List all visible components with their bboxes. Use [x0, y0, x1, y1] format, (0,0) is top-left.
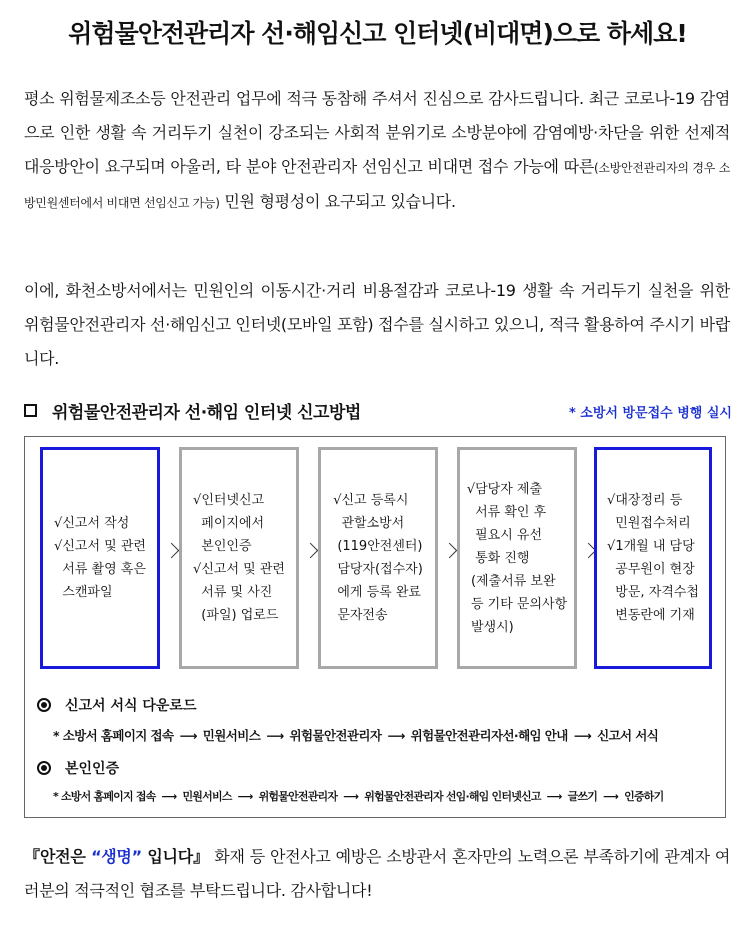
closing-paragraph [24, 840, 730, 908]
step-2 [179, 447, 299, 669]
arrow-right-icon: ⟶ [179, 728, 197, 743]
intro-main: 평소 위험물제조소등 안전관리 업무에 적극 동참해 주셔서 진심으로 감사드립니다. 최근 코로나-19 감염으로 인한 생활 속 거리두기 실천이 강조되는 사회적 분위기로 소방분야에 감염예방·차단을 위한 선제적 대응방안이 요구되며 아울러, 타 분야 안전관리자 선임신고 비대면 접수 가능에 따른 [24, 89, 730, 176]
step-4 [457, 447, 577, 669]
path-step: 위험물안전관리자 [258, 790, 338, 803]
closing-quote-close: 입니다』 [141, 847, 210, 866]
arrow-right-icon: ⟶ [387, 728, 405, 743]
closing-quote-open: 『안전은 [24, 847, 92, 866]
process-panel [24, 436, 726, 818]
path-step: 글쓰기 [567, 790, 598, 803]
path-step: 위험물안전관리자 [289, 728, 382, 743]
chevron-right-icon [303, 543, 319, 559]
square-bullet-icon [24, 404, 37, 417]
path-step: 위험물안전관리자 선임·해임 인터넷신고 [364, 790, 541, 803]
auth-heading [37, 758, 119, 778]
path-step: 민원서비스 [182, 790, 232, 803]
notice-paragraph: 이에, 화천소방서에서는 민원인의 이동시간·거리 비용절감과 코로나-19 생활 속 거리두기 실천을 위한 위험물안전관리자 선·해임신고 인터넷(모바일 포함) 접수를 실시하고 있으니, 적극 활용하여 주시기 바랍니다. [24, 281, 730, 368]
auth-label: 본인인증 [65, 761, 120, 777]
chevron-right-icon [164, 543, 180, 559]
step-4-text: √담당자 제출 서류 확인 후 필요시 유선 통화 진행 (제출서류 보완 등 기타 문의사항 발생시) [466, 481, 568, 635]
section-title: 위험물안전관리자 선·해임 인터넷 신고방법 [52, 403, 361, 423]
section-header [22, 398, 732, 426]
arrow-right-icon: ⟶ [237, 790, 253, 803]
arrow-right-icon: ⟶ [573, 728, 592, 743]
closing-emphasis: “생명” [91, 847, 142, 866]
download-path [53, 726, 658, 744]
radio-bullet-icon [37, 698, 51, 712]
intro-end: 민원 형평성이 요구되고 있습니다. [219, 192, 456, 211]
intro-note: (소방안전관리자의 경우 소방민원센터에서 비대면 선임신고 가능) [24, 161, 731, 210]
arrow-right-icon: ⟶ [266, 728, 284, 743]
step-1-text: √신고서 작성 √신고서 및 관련 서류 촬영 혹은 스캔파일 [54, 516, 146, 600]
chevron-right-icon [442, 543, 458, 559]
path-step: 인증하기 [624, 790, 664, 803]
section-note: * 소방서 방문접수 병행 실시 [568, 406, 732, 421]
closing-text: 화재 등 안전사고 예방은 소방관서 혼자만의 노력으론 부족하기에 관계자 여러분의 적극적인 협조를 부탁드립니다. 감사합니다! [24, 847, 730, 900]
step-5-text: √대장정리 등 민원접수처리 √1개월 내 담당 공무원이 현장 방문, 자격수첩 변동란에 기재 [607, 493, 699, 623]
path-step: 민원서비스 [202, 728, 261, 743]
step-3-text: √신고 등록시 관할소방서 (119안전센터) 담당자(접수자) 에게 등록 완료 문자전송 [333, 493, 423, 623]
step-2-text: √인터넷신고 페이지에서 본인인증 √신고서 및 관련 서류 및 사진 (파일) 업로드 [193, 493, 285, 623]
path-step: * 소방서 홈페이지 접속 [53, 728, 174, 743]
step-3 [318, 447, 438, 669]
auth-path [53, 788, 663, 804]
download-heading [37, 695, 196, 715]
step-5 [594, 447, 712, 669]
arrow-right-icon: ⟶ [161, 790, 177, 803]
step-1 [40, 447, 160, 669]
arrow-right-icon: ⟶ [546, 790, 562, 803]
path-step: 위험물안전관리자선·해임 안내 [410, 728, 568, 743]
arrow-right-icon: ⟶ [603, 790, 619, 803]
intro-paragraph [24, 82, 730, 220]
arrow-right-icon: ⟶ [343, 790, 359, 803]
path-step: * 소방서 홈페이지 접속 [53, 790, 156, 803]
download-label: 신고서 서식 다운로드 [65, 698, 197, 714]
radio-bullet-icon [37, 761, 51, 775]
path-step: 신고서 서식 [597, 728, 659, 743]
page-title: 위험물안전관리자 선·해임신고 인터넷(비대면)으로 하세요! [68, 19, 687, 48]
